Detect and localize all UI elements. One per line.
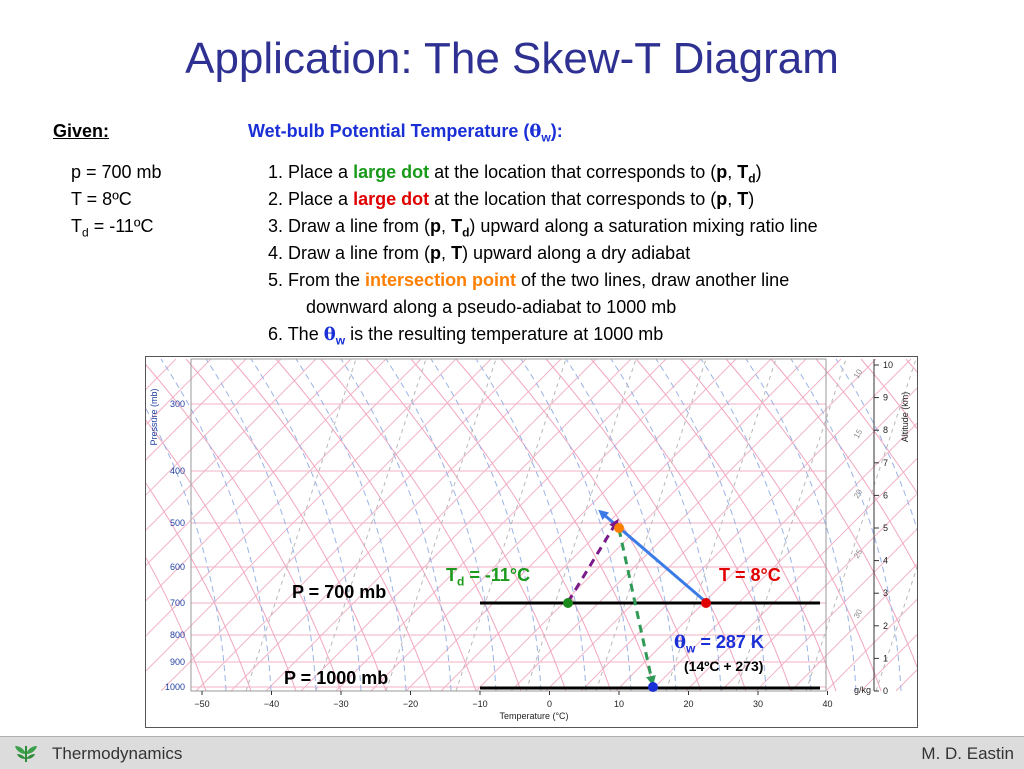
- step-text: ,: [727, 162, 738, 182]
- step-6: [268, 324, 663, 348]
- label-p700: P = 700 mb: [292, 582, 387, 602]
- td-value: = -11ºC: [88, 216, 154, 236]
- subscript: d: [748, 171, 756, 186]
- heading-text-end: ):: [550, 121, 563, 141]
- isotherm: [196, 359, 526, 691]
- pressure-tick-label: 600: [169, 562, 185, 572]
- td-value: = -11°C: [464, 565, 531, 585]
- footer-course: Thermodynamics: [52, 744, 183, 763]
- step-text: at the location that corresponds to (: [429, 162, 717, 182]
- altitude-tick-label: 0: [883, 686, 889, 696]
- subscript: d: [462, 225, 470, 240]
- section-heading: [248, 121, 563, 145]
- altitude-tick-label: 8: [883, 425, 889, 436]
- mixing-ratio-label: 10: [851, 367, 865, 380]
- temp-tick-label: 10: [613, 699, 625, 709]
- pressure-tick-label: 500: [169, 518, 185, 528]
- t-symbol: T: [737, 189, 749, 209]
- altitude-tick-label: 9: [883, 392, 889, 403]
- temp-axis-label: Temperature (°C): [499, 711, 569, 721]
- temp-tick-label: −20: [402, 699, 419, 709]
- theta-symbol: θ: [323, 324, 336, 345]
- mixing-ratio-label: 25: [851, 547, 865, 560]
- pressure-tick-label: 400: [169, 466, 185, 476]
- temperature-dot: [701, 598, 711, 608]
- label-dewpoint: [446, 565, 530, 589]
- step-3: [268, 216, 818, 240]
- dry-adiabat: [771, 359, 917, 691]
- altitude-tick-label: 1: [883, 653, 889, 664]
- label-p1000: P = 1000 mb: [284, 668, 389, 688]
- background-lines: [146, 359, 917, 691]
- step-5-continued: downward along a pseudo-adiabat to 1000 mb: [306, 297, 677, 317]
- thetaw-dot: [648, 682, 658, 692]
- subscript: d: [457, 574, 465, 589]
- isotherm: [301, 359, 631, 691]
- step-text: ,: [441, 243, 452, 263]
- pressure-tick-label: 1000: [164, 682, 185, 692]
- step-text: ) upward along a dry adiabat: [462, 243, 691, 263]
- step-text: 4. Draw a line from (: [268, 243, 431, 263]
- altitude-tick-label: 4: [883, 555, 889, 566]
- step-text: ,: [441, 216, 452, 236]
- given-dewpoint: [71, 216, 153, 240]
- altitude-tick-label: 10: [883, 360, 894, 370]
- intersection-dot: [614, 523, 624, 533]
- p-symbol: p: [430, 243, 442, 263]
- subscript: w: [335, 333, 346, 348]
- step-5: [268, 270, 789, 291]
- skew-t-svg: [146, 357, 917, 727]
- given-pressure: p = 700 mb: [71, 162, 162, 182]
- step-4: [268, 243, 690, 264]
- temp-tick-label: 0: [546, 699, 553, 709]
- step-text: ,: [727, 189, 738, 209]
- isotherm: [146, 359, 421, 691]
- td-symbol: T: [446, 565, 457, 585]
- slide-title: Application: The Skew-T Diagram: [185, 34, 839, 83]
- dewpoint-dot: [563, 598, 573, 608]
- step-2: [268, 189, 754, 210]
- theta-symbol: θ: [674, 632, 687, 653]
- label-thetaw: [674, 632, 764, 656]
- td-symbol: T: [71, 216, 82, 236]
- t-symbol: T: [451, 243, 463, 263]
- p-symbol: p: [716, 162, 728, 182]
- given-label: Given:: [53, 121, 110, 141]
- given-temperature: T = 8ºC: [71, 189, 132, 209]
- step-text: at the location that corresponds to (: [429, 189, 717, 209]
- step-text: ): [755, 162, 762, 182]
- step-text: is the resulting temperature at 1000 mb: [345, 324, 664, 344]
- mixing-ratio-label: 15: [851, 427, 865, 440]
- step-text: 6. The: [268, 324, 324, 344]
- step-text: ) upward along a saturation mixing ratio line: [469, 216, 818, 236]
- step-text: 2. Place a: [268, 189, 354, 209]
- step-1: [268, 162, 762, 186]
- step-text: 5. From the: [268, 270, 366, 290]
- temp-tick-label: −10: [472, 699, 488, 709]
- altitude-axis-label: Altitude (km): [900, 391, 910, 443]
- moist-adiabat: [476, 359, 586, 691]
- altitude-tick-label: 5: [883, 523, 889, 533]
- mixing-ratio-label: 30: [851, 607, 865, 620]
- mixing-ratio-path: [568, 523, 616, 602]
- pressure-tick-label: 900: [169, 657, 185, 667]
- isotherm: [146, 359, 281, 691]
- subscript: d: [82, 225, 89, 240]
- footer-author: M. D. Eastin: [921, 744, 1014, 763]
- heading-text: Wet-bulb Potential Temperature (: [248, 121, 530, 141]
- footer-bar: [0, 736, 1024, 769]
- step-text: ): [748, 189, 755, 209]
- temp-tick-label: 20: [683, 699, 694, 709]
- isotherm: [231, 359, 561, 691]
- moist-adiabat: [206, 359, 316, 691]
- pressure-axis-label: Pressure (mb): [149, 388, 159, 446]
- pressure-tick-label: 800: [169, 630, 185, 640]
- theta-symbol: θ: [529, 121, 542, 142]
- thetaw-value: = 287 K: [695, 632, 764, 652]
- highlight-green: large dot: [353, 162, 430, 182]
- altitude-tick-label: 3: [883, 588, 889, 599]
- temp-tick-label: −50: [194, 699, 210, 709]
- step-text: 3. Draw a line from (: [268, 216, 431, 236]
- isotherm: [756, 359, 917, 691]
- moist-adiabat: [251, 359, 361, 691]
- label-temperature: T = 8°C: [719, 565, 781, 585]
- axis-ticks: [149, 359, 910, 721]
- subscript: w: [686, 641, 696, 656]
- highlight-red: large dot: [353, 189, 430, 209]
- t-symbol: T: [737, 162, 749, 182]
- temp-tick-label: 40: [822, 699, 833, 709]
- isotherm: [791, 359, 917, 691]
- pressure-tick-label: 300: [169, 399, 185, 409]
- highlight-orange: intersection point: [365, 270, 517, 290]
- moist-adiabat: [431, 359, 541, 691]
- p-symbol: p: [430, 216, 442, 236]
- leaf-icon: [12, 742, 40, 764]
- temp-tick-label: −30: [333, 699, 349, 709]
- mixing-ratio-unit: g/kg: [854, 685, 872, 695]
- mixing-ratio-label: 20: [851, 487, 865, 500]
- subscript: w: [541, 130, 551, 145]
- altitude-tick-label: 2: [883, 620, 889, 631]
- altitude-tick-label: 7: [883, 457, 889, 468]
- temp-tick-label: 30: [752, 699, 764, 709]
- t-symbol: T: [451, 216, 463, 236]
- p-symbol: p: [716, 189, 728, 209]
- temp-tick-label: −40: [263, 699, 280, 709]
- step-text: 1. Place a: [268, 162, 354, 182]
- step-text: of the two lines, draw another line: [516, 270, 790, 290]
- label-thetaw-note: (14ºC + 273): [684, 658, 764, 674]
- pressure-tick-label: 700: [169, 598, 185, 608]
- skew-t-diagram: [145, 356, 918, 728]
- altitude-tick-label: 6: [883, 490, 889, 501]
